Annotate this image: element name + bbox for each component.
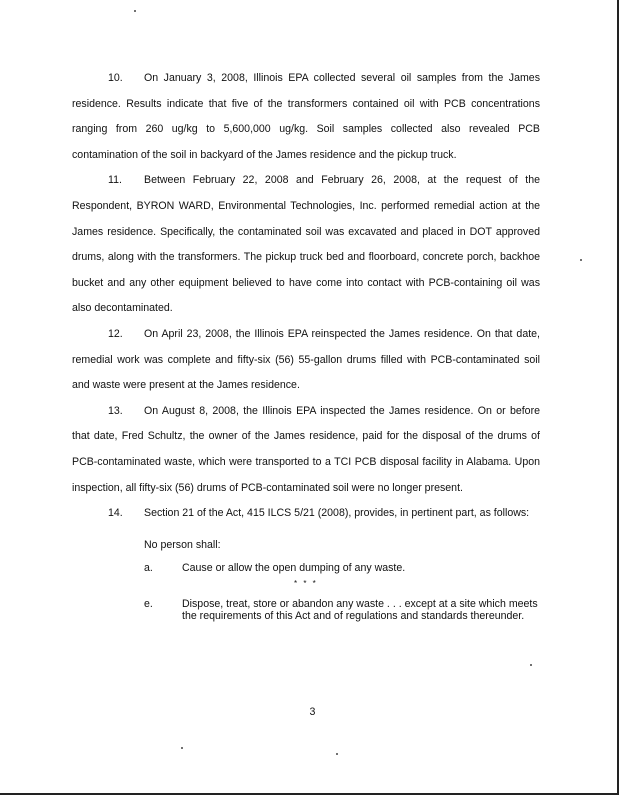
paragraph-text: Between February 22, 2008 and February 26, 2008, at the request of the Respondent, BYRON WARD, Environmental Technologies, Inc. performed remedial action at the James residence. Specifically, the contaminated soil was excavated and placed in DOT approved drums, along with the transformers. The pickup truck bed and floorboard, concrete porch, backhoe bucket and any other equipment believed to have come into contact with PCB-containing oil was also decontaminated.	[72, 174, 540, 315]
paragraph-14	[72, 501, 540, 527]
paragraph-text: On August 8, 2008, the Illinois EPA inspected the James residence. On or before that date, Fred Schultz, the owner of the James residence, paid for the disposal of the drums of PCB-contaminated waste, which were transported to a TCI PCB disposal facility in Alabama. Upon inspection, all fifty-six (56) drums of PCB-contaminated soil were no longer present.	[72, 404, 540, 494]
scan-speck	[134, 10, 136, 12]
paragraph-number: 11.	[108, 174, 122, 187]
paragraph-10	[72, 66, 540, 168]
item-text: Dispose, treat, store or abandon any waste . . . except at a site which meets the requirements of this Act and of regulations and standards thereunder.	[182, 597, 538, 622]
scan-speck	[336, 753, 338, 755]
paragraph-number: 14.	[108, 507, 123, 520]
item-text: Cause or allow the open dumping of any waste.	[182, 561, 406, 574]
paragraph-11	[72, 168, 540, 322]
paragraph-number: 13.	[108, 404, 123, 417]
paragraph-text: Section 21 of the Act, 415 ILCS 5/21 (2008), provides, in pertinent part, as follows:	[144, 507, 530, 520]
page-number: 3	[309, 706, 316, 718]
scan-speck	[181, 747, 183, 749]
paragraph-text: On January 3, 2008, Illinois EPA collected several oil samples from the James residence. Results indicate that five of the transformers contained oil with PCB concentrations ranging from 260 ug/kg to 5,600,000 ug/kg. Soil samples collected also revealed PCB contamination of the soil in backyard of the James residence and the pickup truck.	[72, 72, 540, 161]
quote-item-e	[144, 598, 540, 622]
document-body	[72, 66, 540, 622]
paragraph-number: 12.	[108, 327, 123, 340]
quote-item-a	[144, 562, 540, 574]
quote-intro: No person shall:	[144, 538, 221, 551]
paragraph-13	[72, 399, 540, 501]
item-letter: a.	[144, 561, 153, 574]
scan-speck	[530, 664, 532, 666]
item-letter: e.	[144, 597, 153, 610]
paragraph-text: On April 23, 2008, the Illinois EPA reinspected the James residence. On that date, remedial work was complete and fifty-six (56) 55-gallon drums filled with PCB-contaminated soil and waste were present at the James residence.	[72, 327, 540, 392]
scan-speck	[580, 259, 582, 261]
omission-marker: * * *	[294, 578, 318, 588]
paragraph-number: 10.	[108, 72, 123, 84]
paragraph-12	[72, 322, 540, 399]
